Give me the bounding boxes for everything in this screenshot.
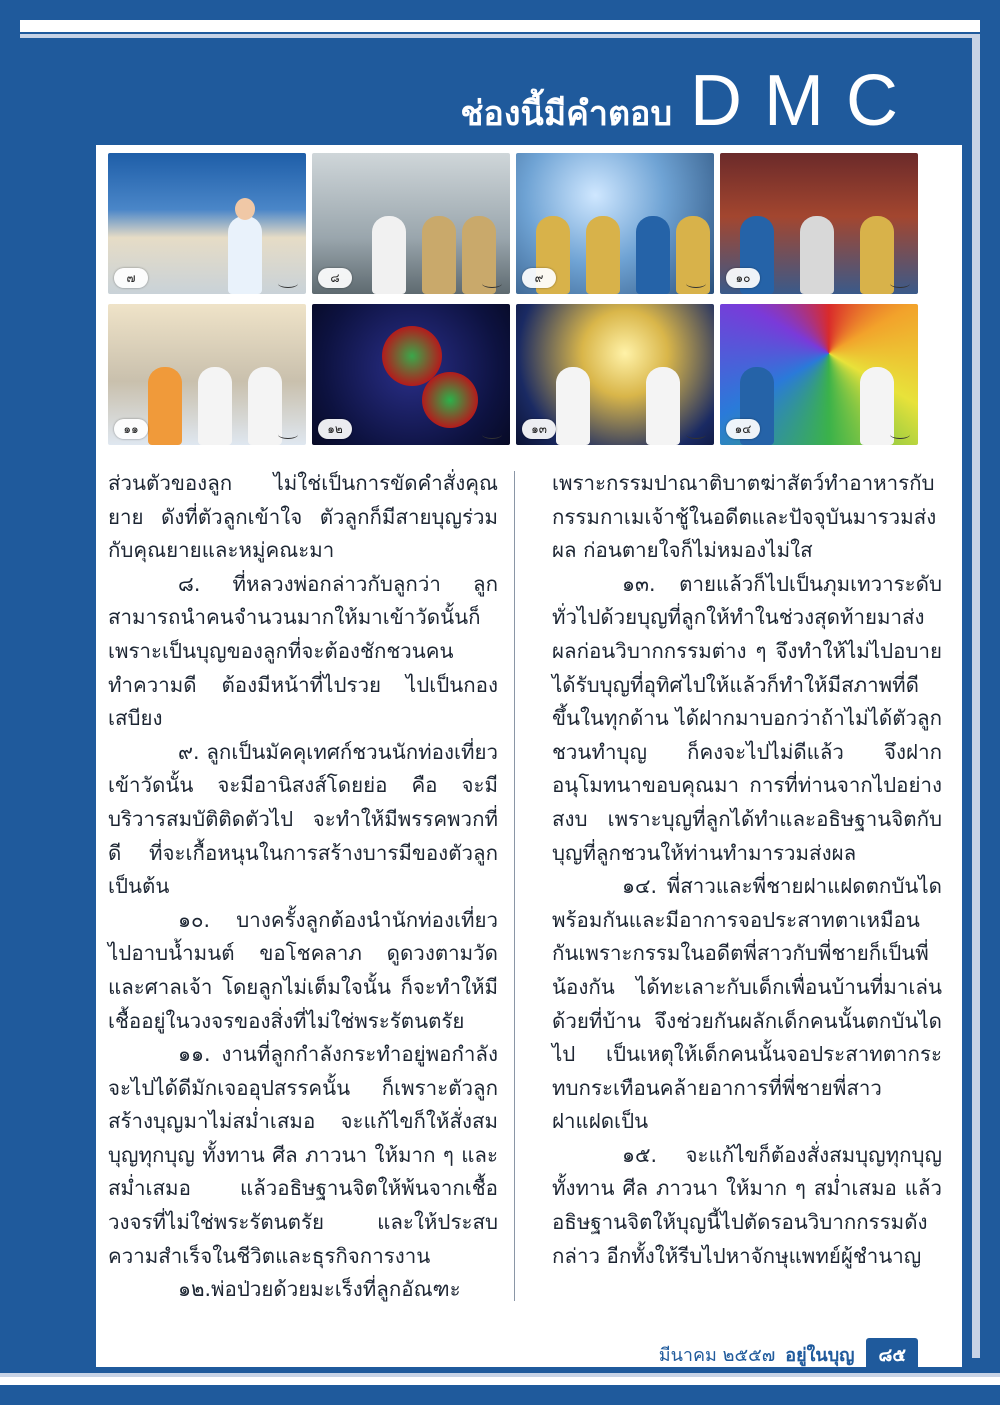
artist-signature xyxy=(482,430,502,439)
figure-shape xyxy=(422,216,456,294)
top-border xyxy=(20,20,980,32)
page-footer xyxy=(659,1338,918,1371)
column-header xyxy=(460,60,920,142)
vision-bubble xyxy=(422,372,478,428)
figure-shape xyxy=(372,216,406,294)
figure-shape xyxy=(556,367,590,445)
illustration-tile xyxy=(516,304,714,445)
illustration-tile xyxy=(516,153,714,294)
paragraph: ๑๑. งานที่ลูกกำลังกระทำอยู่พอกำลังจะไปได้ดีมักเจออุปสรรคนั้น ก็เพราะตัวลูกสร้างบุญมาไม่สม่ำเสมอ จะแก้ไขก็ให้สั่งสมบุญทุกบุญ ทั้งทาน ศีล ภาวนา ให้มาก ๆ และสม่ำเสมอ แล้วอธิษฐานจิตให้พ้นจากเชื้อวงจรที่ไม่ใช่พระรัตนตรัย และให้ประสบความสำเร็จในชีวิตและธุรกิจการงาน xyxy=(108,1042,498,1268)
figure-shape xyxy=(860,367,894,445)
figure-shape xyxy=(248,367,282,445)
paragraph: ๑๔. พี่สาวและพี่ชายฝาแฝดตกบันไดพร้อมกันและมีอาการจอประสาทตาเหมือนกันเพราะกรรมในอดีตพี่สาวกับพี่ชายก็เป็นพี่น้องกัน ได้ทะเลาะกับเด็กเพื่อนบ้านที่มาเล่นด้วยที่บ้าน จึงช่วยกันผลักเด็กคนนั้นตกบันไดไป เป็นเหตุให้เด็กคนนั้นจอประสาทตากระทบกระเทือนคล้ายอาการที่พี่ชายพี่สาวฝาแฝดเป็น xyxy=(552,874,942,1134)
figure-shape xyxy=(800,216,834,294)
header-brand: DMC xyxy=(690,61,920,141)
figure-shape xyxy=(148,367,182,445)
illustration-tile xyxy=(720,304,918,445)
illustration-number: ๑๐ xyxy=(726,268,760,288)
paragraph: ๑๓. ตายแล้วก็ไปเป็นภุมเทวาระดับทั่วไปด้วยบุญที่ลูกให้ทำในช่วงสุดท้ายมาส่งผลก่อนวิบากกรรมต่าง ๆ จึงทำให้ไม่ไปอบาย ได้รับบุญที่อุทิศไปให้แล้วก็ทำให้มีสภาพที่ดีขึ้นในทุกด้าน ได้ฝากมาบอกว่าถ้าไม่ได้ตัวลูกชวนทำบุญ ก็คงจะไปไม่ดีแล้ว จึงฝากอนุโมทนาขอบคุณมา การที่ท่านจากไปอย่างสงบ เพราะบุญที่ลูกได้ทำและอธิษฐานจิตกับบุญที่ลูกชวนให้ท่านทำมารวมส่งผล xyxy=(552,571,942,865)
paragraph: ๘. ที่หลวงพ่อกล่าวกับลูกว่า ลูกสามารถนำคนจำนวนมากให้มาเข้าวัดนั้นก็เพราะเป็นบุญของลูกที่จะต้องชักชวนคนทำความดี ต้องมีหน้าที่ไปรวย ไปเป็นกองเสบียง xyxy=(108,571,498,731)
illustration-number: ๑๒ xyxy=(318,419,352,439)
illustration-number: ๑๑ xyxy=(114,419,148,439)
paragraph: ๑๐. บางครั้งลูกต้องนำนักท่องเที่ยวไปอาบน้ำมนต์ ขอโชคลาภ ดูดวงตามวัดและศาลเจ้า โดยลูกไม่เต็มใจนั้น ก็จะทำให้มีเชื้ออยู่ในวงจรของสิ่งที่ไม่ใช่พระรัตนตรัย xyxy=(108,907,498,1033)
top-border-accent xyxy=(20,34,980,38)
article-column-right xyxy=(552,467,942,1287)
magazine-name: อยู่ในบุญ xyxy=(785,1345,855,1366)
paragraph: ส่วนตัวของลูก ไม่ใช่เป็นการขัดคำสั่งคุณยาย ดังที่ตัวลูกเข้าใจ ตัวลูกก็มีสายบุญร่วมกับคุณยายและหมู่คณะมา xyxy=(108,471,498,563)
article-column-left xyxy=(108,467,498,1302)
artist-signature xyxy=(278,430,298,439)
figure-head xyxy=(235,198,255,220)
artist-signature xyxy=(686,279,706,288)
illustration-tile xyxy=(108,304,306,445)
content-sheet xyxy=(96,145,962,1367)
illustration-tile xyxy=(312,153,510,294)
paragraph: ๙. ลูกเป็นมัคคุเทศก์ชวนนักท่องเที่ยวเข้าวัดนั้น จะมีอานิสงส์โดยย่อ คือ จะมีบริวารสมบัติติดตัวไป จะทำให้มีพรรคพวกที่ดี ที่จะเกื้อหนุนในการสร้างบารมีของตัวลูก เป็นต้น xyxy=(108,739,498,899)
paragraph: เพราะกรรมปาณาติบาตฆ่าสัตว์ทำอาหารกับกรรมกาเมเจ้าชู้ในอดีตและปัจจุบันมารวมส่งผล ก่อนตายใจก็ไม่หมองไม่ใส xyxy=(552,471,937,563)
illustration-number: ๑๓ xyxy=(522,419,556,439)
paragraph: ๑๕. จะแก้ไขก็ต้องสั่งสมบุญทุกบุญทั้งทาน ศีล ภาวนา ให้มาก ๆ สม่ำเสมอ แล้วอธิษฐานจิตให้บุญนี้ไปตัดรอนวิบากกรรมดังกล่าว อีกทั้งให้รีบไปหาจักษุแพทย์ผู้ชำนาญ xyxy=(552,1142,942,1268)
illustration-number: ๑๔ xyxy=(726,419,760,439)
figure-shape xyxy=(860,216,894,294)
page-number: ๘๕ xyxy=(866,1338,918,1371)
right-border-accent xyxy=(972,38,980,1358)
paragraph: ๑๒.พ่อป่วยด้วยมะเร็งที่ลูกอัณฑะ xyxy=(178,1277,461,1302)
figure-shape xyxy=(636,216,670,294)
illustration-tile xyxy=(312,304,510,445)
illustration-gallery xyxy=(108,153,918,445)
artist-signature xyxy=(890,430,910,439)
header-title: ช่องนี้มีคำตอบ xyxy=(460,94,673,134)
figure-shape xyxy=(586,216,620,294)
figure-shape xyxy=(646,367,680,445)
illustration-tile xyxy=(720,153,918,294)
artist-signature xyxy=(482,279,502,288)
issue-date: มีนาคม ๒๕๕๗ xyxy=(658,1345,776,1366)
artist-signature xyxy=(890,279,910,288)
article-body xyxy=(108,467,942,1302)
artist-signature xyxy=(686,430,706,439)
artist-signature xyxy=(278,279,298,288)
illustration-number: ๘ xyxy=(318,268,352,288)
illustration-number: ๗ xyxy=(114,268,148,288)
bottom-border xyxy=(0,1377,1000,1385)
figure-shape xyxy=(228,216,262,294)
illustration-number: ๙ xyxy=(522,268,556,288)
figure-shape xyxy=(198,367,232,445)
illustration-tile xyxy=(108,153,306,294)
